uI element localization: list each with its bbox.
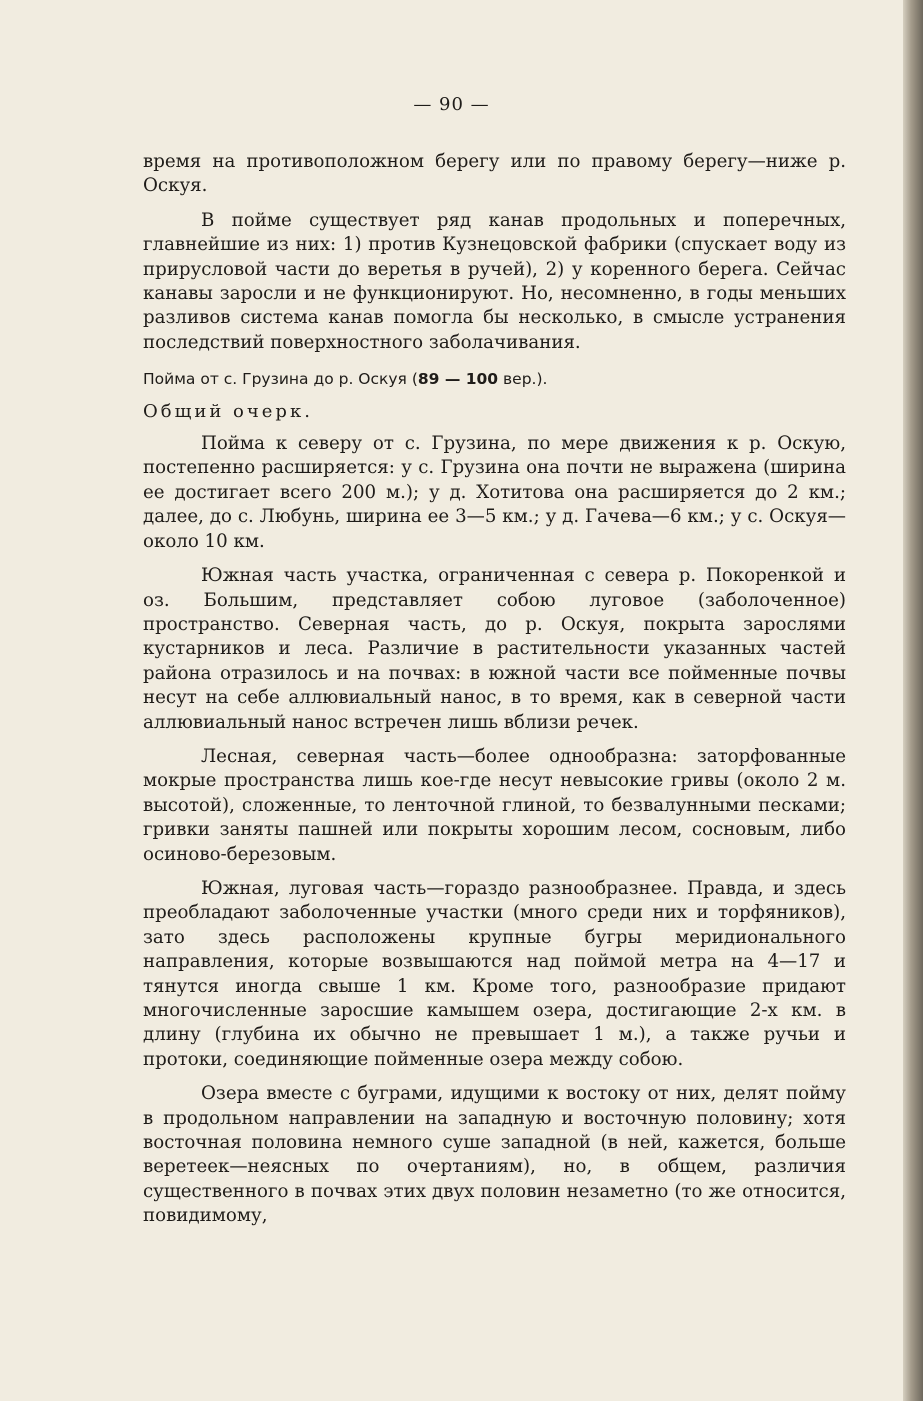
paragraph: Лесная, северная часть—более однообразна: заторфованные мокрые пространства лишь кое-где несут невысокие гривы (около 2 м. высотой), сложенные, то ленточной глиной, то безвалунными песками; гривки заняты пашней или покрыты хорошим лесом, сосновым, либо осиново-березовым.	[143, 745, 846, 865]
section-subtitle: Общий очерк.	[143, 400, 313, 422]
paragraph: Южная часть участка, ограниченная с севера р. Покоренкой и оз. Большим, представляет собою луговое (заболоченное) пространство. Северная часть, до р. Оскуя, покрыта зарослями кустарников и леса. Различие в растительности указанных частей района отразилось и на почвах: в южной части все пойменные почвы несут на себе аллювиальный нанос, в то время, как в северной части аллювиальный нанос встречен лишь вблизи речек.	[143, 565, 846, 733]
section-title-suffix: вер.).	[498, 370, 548, 389]
section-title-range: 89 — 100	[417, 370, 499, 389]
page-number: — 90 —	[413, 94, 490, 115]
paragraph: Южная, луговая часть—гораздо разнообразнее. Правда, и здесь преобладают заболоченные участки (много среди них и торфяников), зато здесь расположены крупные бугры меридионального направления, которые возвышаются над поймой метра на 4—17 и тянутся иногда свыше 1 км. Кроме того, разнообразие придают многочисленные заросшие камышем озера, достигающие 2-х км. в длину (глубина их обычно не превышает 1 м.), а также ручьи и протоки, соединяющие пойменные озера между собою.	[143, 877, 846, 1070]
section-title-prefix: Пойма от с. Грузина до р. Оскуя (	[143, 370, 418, 389]
page-body	[143, 150, 846, 1239]
paragraph: В пойме существует ряд канав продольных и поперечных, главнейшие из них: 1) против Кузнецовской фабрики (спускает воду из прирусловой части до веретья в ручей), 2) у коренного берега. Сейчас канавы заросли и не функционируют. Но, несомненно, в годы меньших разливов система канав помогла бы несколько, в смысле устранения последствий поверхностного заболачивания.	[143, 209, 846, 353]
paragraph: Пойма к северу от с. Грузина, по мере движения к р. Оскую, постепенно расширяется: у с. Грузина она почти не выражена (ширина ее достигает всего 200 м.); у д. Хотитова она расширяется до 2 км.; далее, до с. Любунь, ширина ее 3—5 км.; у д. Гачева—6 км.; у с. Оскуя—около 10 км.	[143, 433, 846, 552]
paragraph-continuation: время на противоположном берегу или по правому берегу—ниже р. Оскуя.	[143, 151, 846, 197]
page-edge	[903, 0, 923, 1401]
paragraph: Озера вместе с буграми, идущими к востоку от них, делят пойму в продольном направлении на западную и восточную половину; хотя восточная половина немного суше западной (в ней, кажется, больше веретеек—неясных по очертаниям), но, в общем, различия существенного в почвах этих двух половин незаметно (то же относится, повидимому,	[143, 1083, 846, 1227]
section-title	[143, 367, 846, 391]
